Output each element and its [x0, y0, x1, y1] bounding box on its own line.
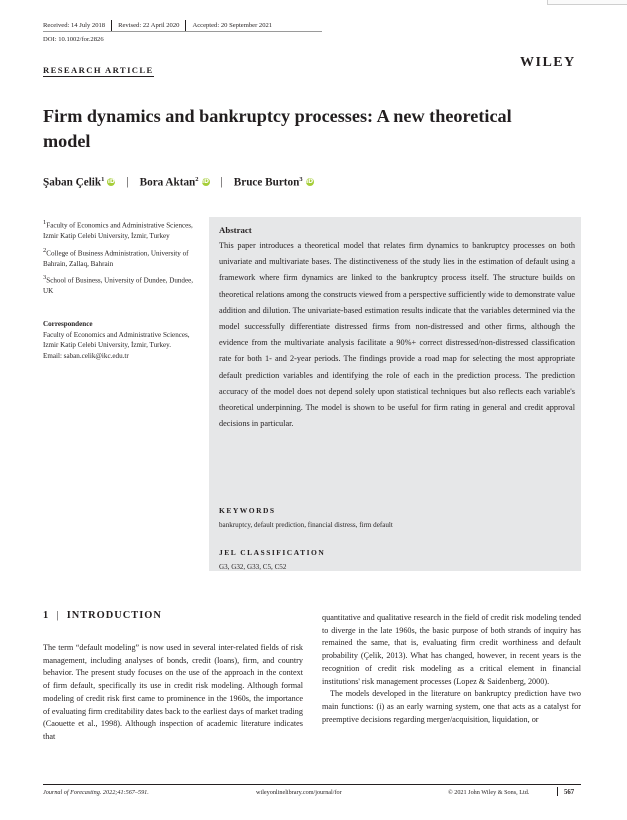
- footer-copyright: © 2021 John Wiley & Sons, Ltd.: [448, 789, 530, 796]
- accepted-date: Accepted: 20 September 2021: [192, 22, 273, 29]
- abstract-heading: Abstract: [219, 225, 252, 235]
- paragraph: quantitative and qualitative research in the field of credit risk modeling tended to diverge in the late 1960s, the basic purpose of both strands of inquiry has remained the same, that is, evaluating firm credit worthiness and default probability (Çelik, 2013). What has changed, however, in recent years is the recognition of credit risk modeling as a critical element in financial institutions' risk management processes (Lopez & Saidenberg, 2000).: [322, 613, 581, 686]
- page-number: 567: [564, 789, 575, 796]
- publication-dates: [43, 20, 272, 31]
- footer-rule: [43, 784, 581, 785]
- paragraph: The term “default modeling” is now used in several inter-related fields of risk management, including analyses of bonds, credit (loans), firm, and country behavior. The present study focuses on the use of the approach in the context of firm default, specifically its use in credit risk modeling. Although formal modeling of credit risk first came to prominence in the 1960s, the importance of evaluating firm creditability dates back to the earliest days of market trading (Caouette et al., 1998). Although inspection of academic literature indicates that: [43, 643, 303, 741]
- orcid-icon[interactable]: iD: [107, 178, 115, 186]
- page-corner-fragment: [547, 0, 627, 5]
- jel-text: G3, G32, G33, C5, C52: [219, 563, 287, 571]
- affiliations: [43, 218, 203, 301]
- publisher-logo: WILEY: [520, 55, 576, 70]
- author-separator: |: [220, 176, 223, 189]
- footer-separator: [557, 787, 558, 796]
- received-date: Received: 14 July 2018: [43, 22, 106, 29]
- author-list: [43, 176, 314, 189]
- article-title: Firm dynamics and bankruptcy processes: A new theoretical model: [43, 106, 512, 151]
- orcid-icon[interactable]: iD: [202, 178, 210, 186]
- author-name[interactable]: Bora Aktan$^2$: [139, 176, 199, 189]
- affiliation: $^2$College of Business Administration, University of Bahrain, Zallaq, Bahrain: [43, 246, 189, 268]
- author-separator: |: [126, 176, 129, 189]
- affiliation: $^3$School of Business, University of Dundee, Dundee, UK: [43, 274, 194, 296]
- correspondence: [43, 319, 203, 361]
- body-column-left: [43, 642, 303, 744]
- keywords-text: bankruptcy, default prediction, financial distress, firm default: [219, 521, 393, 529]
- footer-journal: Journal of Forecasting. 2022;41:567–591.: [43, 789, 149, 796]
- doi[interactable]: DOI: 10.1002/for.2826: [43, 36, 104, 43]
- paragraph: The models developed in the literature on bankruptcy prediction have two main functions: (i) as an early warning system, one that acts as a catalyst for preemptive decisions regarding merger/acquisition, liquidation, or: [322, 689, 581, 724]
- author-name[interactable]: Bruce Burton$^3$: [233, 176, 303, 189]
- article-category: RESEARCH ARTICLE: [43, 65, 154, 75]
- correspondence-email[interactable]: Email: saban.celik@ikc.edu.tr: [43, 351, 129, 360]
- keywords-heading: KEYWORDS: [219, 506, 276, 515]
- correspondence-address: Faculty of Economics and Administrative Sciences, Izmir Katip Celebi University, İzmir, Turkey.: [43, 330, 190, 350]
- author-name[interactable]: Şaban Çelik$^1$: [43, 176, 105, 189]
- jel-heading: JEL CLASSIFICATION: [219, 548, 326, 557]
- section-heading: 1 | INTRODUCTION: [43, 610, 162, 621]
- orcid-icon[interactable]: iD: [306, 178, 314, 186]
- footer-url[interactable]: wileyonlinelibrary.com/journal/for: [256, 789, 342, 796]
- header-rule: [43, 31, 322, 32]
- date-separator: [185, 20, 186, 31]
- correspondence-heading: Correspondence: [43, 320, 93, 328]
- affiliation: $^1$Faculty of Economics and Administrative Sciences, Izmir Katip Celebi University, İzmir, Turkey: [43, 219, 193, 240]
- body-column-right: [322, 612, 581, 726]
- date-separator: [111, 20, 112, 31]
- abstract-text: This paper introduces a theoretical model that relates firm dynamics to bankruptcy processes on both univariate and multivariate bases. The distinctiveness of the study lies in the estimation of default using a framework where firm dynamics are linked to the bankruptcy process itself. The structure builds on theoretical relations among the constructs viewed from a perspective sufficiently wide to demonstrate value addition and dilution. The univariate-based estimation results indicate that the variables determined via the model successfully differentiate distressed firms from non-distressed and other firms, although the evidence from the multivariate analysis facilitate a 90%+ correct distressed/non-distressed classification rate for both 1- and 2-year periods. The findings provide a road map for selecting the most appropriate default prediction variables and identifying the role of each in the prediction process. The prediction accuracy of the model does not depend solely upon statistical techniques but also reflects each variable's theoretical underpinning. The model is shown to be useful for firm rating in general and credit approval decisions in particular.: [219, 241, 575, 429]
- revised-date: Revised: 22 April 2020: [118, 22, 180, 29]
